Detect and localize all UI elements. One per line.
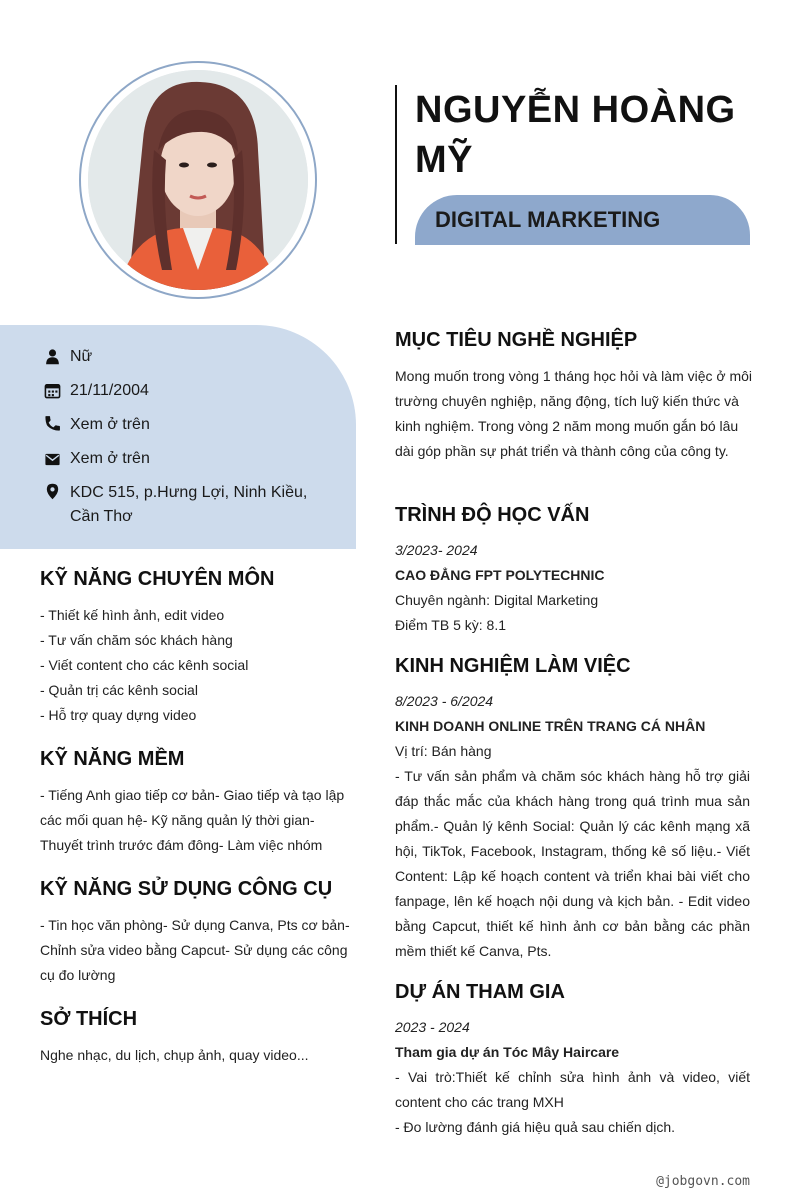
education-school: CAO ĐẲNG FPT POLYTECHNIC <box>395 567 605 583</box>
education-period: 3/2023- 2024 <box>395 542 478 558</box>
profile-photo <box>88 70 308 290</box>
calendar-icon <box>44 382 61 399</box>
hobbies-text: Nghe nhạc, du lịch, chụp ảnh, quay video... <box>40 1047 309 1063</box>
header-divider <box>395 85 397 244</box>
education-gpa: Điểm TB 5 kỳ: 8.1 <box>395 617 507 633</box>
location-pin-icon <box>44 483 61 500</box>
phone-icon <box>44 415 61 432</box>
projects-title: DỰ ÁN THAM GIA <box>395 981 565 1003</box>
job-title: DIGITAL MARKETING <box>435 207 661 232</box>
contact-panel: Nữ 21/11/2004 Xem ở trên Xem ở trên KDC 515, p.Hưng Lợi, Ninh Kiều, Cần Thơ <box>0 325 356 549</box>
soft-skills-title: KỸ NĂNG MỀM <box>40 748 185 770</box>
experience-title: KINH NGHIỆM LÀM VIỆC <box>395 655 631 677</box>
experience-position: Vị trí: Bán hàng <box>395 743 492 759</box>
experience-company: KINH DOANH ONLINE TRÊN TRANG CÁ NHÂN <box>395 718 706 734</box>
projects-block <box>395 1015 750 1140</box>
experience-description: - Tư vấn sản phẩm và chăm sóc khách hàng hỗ trợ giải đáp thắc mắc của khách hàng trong quá trình mua sản phẩm.- Quản lý kênh Social: Quản lý các kênh mạng xã hội, TikTok, Facebook, Instagram, thống kê số liệu.- Viết Content: Lập kế hoạch content và triển khai bài viết cho fanpage, lên kế hoạch nội dung và kịch bản. - Edit video bằng Capcut, thiết kế hình ảnh cơ bản bằng các phần mềm thiết kế Canva, Pts. <box>395 768 750 959</box>
professional-skills-list <box>40 603 350 728</box>
avatar <box>88 70 308 290</box>
list-item: - Viết content cho các kênh social <box>40 657 249 673</box>
objective-title: MỤC TIÊU NGHỀ NGHIỆP <box>395 329 638 351</box>
experience-block <box>395 689 750 964</box>
watermark: @jobgovn.com <box>656 1174 750 1189</box>
soft-skills-text: - Tiếng Anh giao tiếp cơ bản- Giao tiếp và tạo lập các mối quan hệ- Kỹ năng quản lý thời gian- Thuyết trình trước đám đông- Làm việc nhóm <box>40 787 345 853</box>
experience-period: 8/2023 - 6/2024 <box>395 693 494 709</box>
education-block <box>395 538 750 638</box>
objective-text: Mong muốn trong vòng 1 tháng học hỏi và làm việc ở môi trường chuyên nghiệp, năng động, tích luỹ kiến thức và kinh nghiệm. Trong vòng 2 năm mong muốn gắn bó lâu dài góp phần sự phát triển và thành công của công ty. <box>395 368 753 459</box>
mail-icon <box>44 451 61 468</box>
project-name: Tham gia dự án Tóc Mây Haircare <box>395 1044 620 1060</box>
hobbies-title: SỞ THÍCH <box>40 1008 138 1030</box>
list-item: - Tư vấn chăm sóc khách hàng <box>40 632 233 648</box>
tool-skills-title: KỸ NĂNG SỬ DỤNG CÔNG CỤ <box>40 878 333 900</box>
job-title-badge <box>415 195 750 245</box>
education-title: TRÌNH ĐỘ HỌC VẤN <box>395 504 590 526</box>
project-period: 2023 - 2024 <box>395 1019 470 1035</box>
list-item: - Quản trị các kênh social <box>40 682 198 698</box>
list-item: - Hỗ trợ quay dựng video <box>40 707 197 723</box>
education-major: Chuyên ngành: Digital Marketing <box>395 592 599 608</box>
professional-skills-title: KỸ NĂNG CHUYÊN MÔN <box>40 568 275 590</box>
list-item: - Thiết kế hình ảnh, edit video <box>40 607 225 623</box>
project-role: - Vai trò:Thiết kế chỉnh sửa hình ảnh và video, viết content cho các trang MXH <box>395 1069 750 1110</box>
person-icon <box>44 348 61 365</box>
candidate-name: NGUYỄN HOÀNG MỸ <box>415 89 736 181</box>
project-task: - Đo lường đánh giá hiệu quả sau chiến dịch. <box>395 1119 676 1135</box>
tool-skills-text: - Tin học văn phòng- Sử dụng Canva, Pts cơ bản- Chỉnh sửa video bằng Capcut- Sử dụng các công cụ đo lường <box>40 917 350 983</box>
